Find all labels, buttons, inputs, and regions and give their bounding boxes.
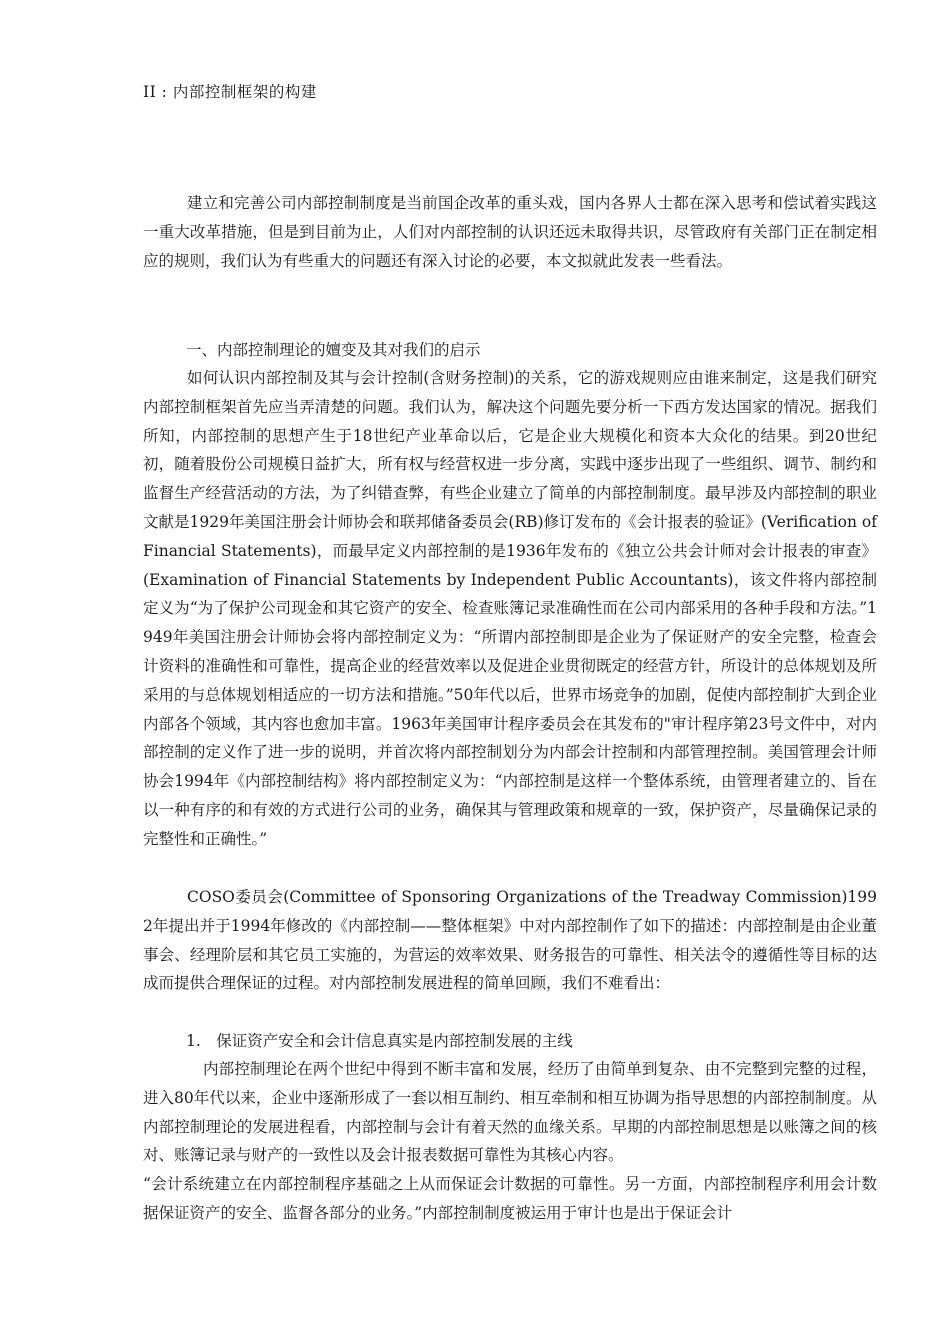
- section-heading: II : 内部控制框架的构建: [143, 83, 317, 101]
- section-title: 一、内部控制理论的嬗变及其对我们的启示: [186, 341, 481, 359]
- body-paragraph: “会计系统建立在内部控制程序基础之上从而保证会计数据的可靠性。另一方面，内部控制程序利用会计数据保证资产的安全、监督各部分的业务。”内部控制制度被运用于审计也是出于保证会计: [143, 1175, 877, 1222]
- intro-paragraph: 建立和完善公司内部控制制度是当前国企改革的重头戏，国内各界人士都在深入思考和偿试着实践这一重大改革措施，但是到目前为止，人们对内部控制的认识还远未取得共识，尽管政府有关部门正在制定相应的规则，我们认为有些重大的问题还有深入讨论的必要，本文拟就此发表一些看法。: [143, 194, 877, 270]
- body-paragraph: 内部控制理论在两个世纪中得到不断丰富和发展，经历了由简单到复杂、由不完整到完整的过程，进入80年代以来，企业中逐渐形成了一套以相互制约、相互牵制和相互协调为指导思想的内部控制制度。从内部控制理论的发展进程看，内部控制与会计有着天然的血缘关系。早期的内部控制思想是以账簿之间的核对、账簿记录与财产的一致性以及会计报表数据可靠性为其核心内容。: [143, 1060, 877, 1165]
- body-paragraph: COSO委员会(Committee of Sponsoring Organizations of the Treadway Commission)1992年提出并于1994年修改的《内部控制——整体框架》中对内部控制作了如下的描述：内部控制是由企业董事会、经理阶层和其它员工实施的，为营运的效率效果、财务报告的可靠性、相关法令的遵循性等目标的达成而提供合理保证的过程。对内部控制发展进程的简单回顾，我们不难看出：: [143, 888, 877, 993]
- body-paragraph: 如何认识内部控制及其与会计控制(含财务控制)的关系，它的游戏规则应由谁来制定，这是我们研究内部控制框架首先应当弄清楚的问题。我们认为，解决这个问题先要分析一下西方发达国家的情况。据我们所知，内部控制的思想产生于18世纪产业革命以后，它是企业大规模化和资本大众化的结果。到20世纪初，随着股份公司规模日益扩大，所有权与经营权进一步分离，实践中逐步出现了一些组织、调节、制约和监督生产经营活动的方法，为了纠错查弊，有些企业建立了简单的内部控制制度。最早涉及内部控制的职业文献是1929年美国注册会计师协会和联邦储备委员会(RB)修订发布的《会计报表的验证》(Verification of Financial Statements)，而最早定义内部控制的是1936年发布的《独立公共会计师对会计报表的审查》(Examination of Financial Statements by Independent Public Accountants)，该文件将内部控制定义为“为了保护公司现金和其它资产的安全、检查账簿记录准确性而在公司内部采用的各种手段和方法。”1949年美国注册会计师协会将内部控制定义为：“所谓内部控制即是企业为了保证财产的安全完整，检查会计资料的准确性和可靠性，提高企业的经营效率以及促进企业贯彻既定的经营方针，所设计的总体规划及所采用的与总体规划相适应的一切方法和措施。”50年代以后，世界市场竞争的加剧，促使内部控制扩大到企业内部各个领域，其内容也愈加丰富。1963年美国审计程序委员会在其发布的"审计程序第23号文件中，对内部控制的定义作了进一步的说明，并首次将内部控制划分为内部会计控制和内部管理控制。美国管理会计师协会1994年《内部控制结构》将内部控制定义为：“内部控制是这样一个整体系统，由管理者建立的、旨在以一种有序的和有效的方式进行公司的业务，确保其与管理政策和规章的一致，保护资产，尽量确保记录的完整性和正确性。”: [143, 369, 877, 848]
- subsection-title: 1. 保证资产安全和会计信息真实是内部控制发展的主线: [186, 1032, 573, 1050]
